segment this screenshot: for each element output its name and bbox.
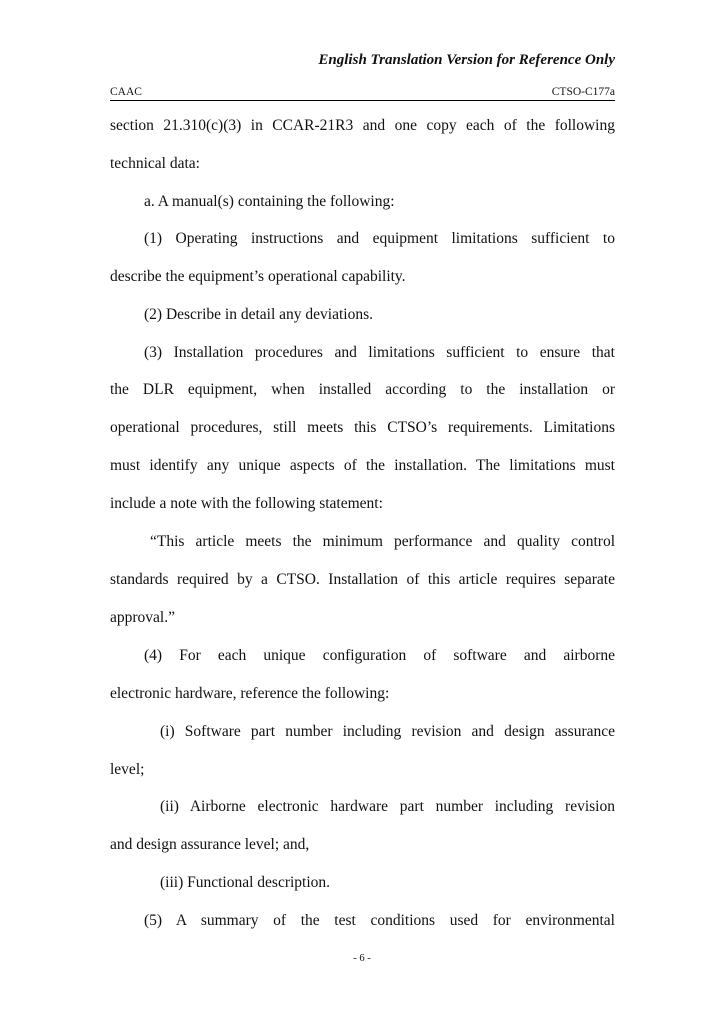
header-row	[110, 86, 615, 101]
text-line: and design assurance level; and,	[110, 836, 310, 853]
text-line: describe the equipment’s operational capability.	[110, 268, 406, 285]
header-title: English Translation Version for Reference Only	[318, 52, 615, 68]
text-line: (i) Software part number including revision and design assurance	[160, 723, 615, 740]
text-line: electronic hardware, reference the following:	[110, 685, 390, 702]
text-line: section 21.310(c)(3) in CCAR-21R3 and one copy each of the following	[110, 117, 615, 134]
header-left: CAAC	[110, 86, 142, 98]
text-line: (2) Describe in detail any deviations.	[144, 306, 373, 323]
text-line: level;	[110, 761, 145, 778]
text-line: (1) Operating instructions and equipment limitations sufficient to	[144, 230, 615, 247]
text-line: (5) A summary of the test conditions used for environmental	[144, 912, 615, 929]
text-line: (3) Installation procedures and limitations sufficient to ensure that	[144, 344, 615, 361]
text-line: (iii) Functional description.	[160, 874, 331, 891]
text-line: must identify any unique aspects of the installation. The limitations must	[110, 457, 615, 474]
text-line: standards required by a CTSO. Installation of this article requires separate	[110, 571, 615, 588]
text-line: approval.”	[110, 609, 175, 626]
header-right: CTSO-C177a	[551, 86, 615, 98]
text-line: (ii) Airborne electronic hardware part number including revision	[160, 798, 615, 815]
page-number: - 6 -	[353, 953, 371, 964]
text-line: the DLR equipment, when installed according to the installation or	[110, 381, 615, 398]
text-line: technical data:	[110, 155, 200, 172]
text-line: operational procedures, still meets this CTSO’s requirements. Limitations	[110, 419, 615, 436]
text-line: “This article meets the minimum performance and quality control	[150, 533, 615, 550]
text-line: a. A manual(s) containing the following:	[144, 193, 395, 210]
text-line: (4) For each unique configuration of software and airborne	[144, 647, 615, 664]
text-line: include a note with the following statement:	[110, 495, 383, 512]
